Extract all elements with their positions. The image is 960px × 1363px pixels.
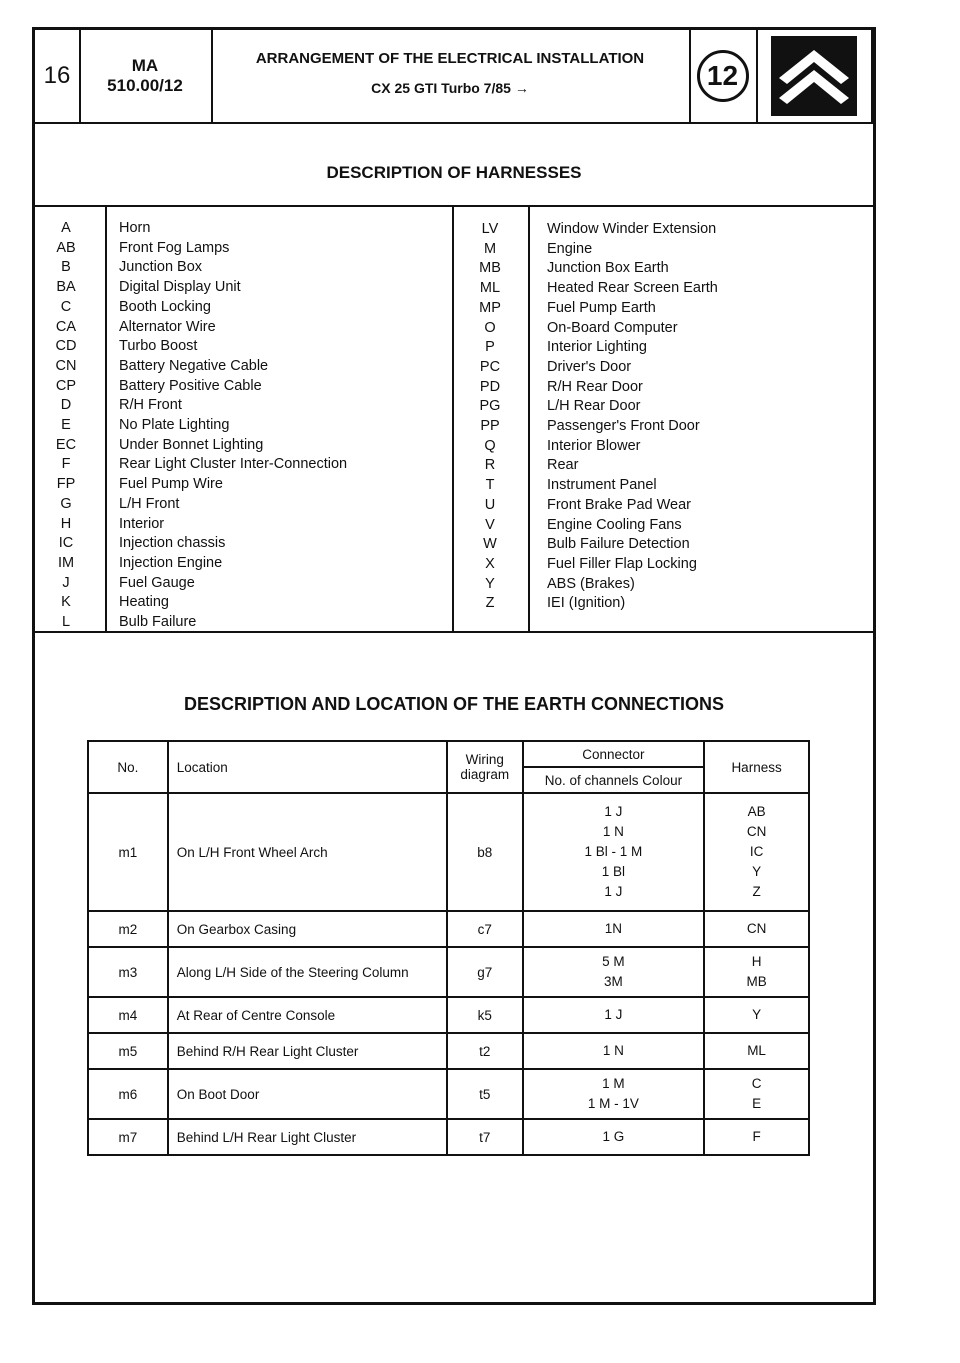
earth-harness-value: Y: [752, 864, 762, 879]
harness-name-left: Bulb Failure: [119, 614, 197, 631]
harness-code-right: R: [484, 457, 496, 474]
harness-code-left: AB: [56, 239, 76, 256]
earth-harness: [704, 1069, 809, 1119]
harness-name-left: Horn: [119, 220, 151, 236]
harness-bottom-rule: [35, 631, 873, 633]
harness-code-right: T: [485, 477, 495, 494]
header-location: Location: [168, 741, 447, 793]
harness-name-left: Front Fog Lamps: [119, 239, 230, 256]
earth-no: m6: [88, 1069, 168, 1119]
page-number: 16: [35, 30, 81, 122]
earth-no: m2: [88, 911, 168, 947]
earth-harness-value: IC: [749, 844, 764, 859]
harness-code-left: F: [61, 456, 71, 473]
right-name-column: [547, 220, 718, 614]
earth-connector: [523, 793, 704, 911]
harness-name-left: Injection Engine: [119, 554, 223, 571]
harness-name-left: Injection chassis: [119, 535, 226, 552]
earth-connector: [523, 1119, 704, 1155]
earth-connections-table: [87, 740, 810, 1156]
earth-wiring: t7: [447, 1119, 523, 1155]
harness-code-right: U: [484, 496, 496, 513]
harness-code-left: BA: [56, 279, 76, 296]
harness-code-left: L: [61, 614, 71, 631]
earth-harness-value: C: [751, 1076, 762, 1091]
earth-connector-value: 1 G: [602, 1129, 625, 1144]
harness-code-right: LV: [481, 221, 499, 237]
harness-code-left: CD: [55, 338, 77, 355]
earth-harness: [704, 1033, 809, 1069]
header-bar: [35, 30, 873, 124]
earth-connector: [523, 947, 704, 997]
right-divider: [528, 207, 530, 631]
harness-name-right: Window Winder Extension: [547, 221, 717, 237]
harness-name-right: Interior Blower: [547, 437, 641, 454]
earth-connector: [523, 997, 704, 1033]
earth-location: Behind L/H Rear Light Cluster: [168, 1119, 447, 1155]
harness-name-left: Digital Display Unit: [119, 279, 241, 296]
harness-code-left: B: [61, 259, 71, 276]
earth-connector-value: 1 M - 1V: [587, 1096, 639, 1111]
earth-wiring: t5: [447, 1069, 523, 1119]
earth-location: On Boot Door: [168, 1069, 447, 1119]
left-code-column: [35, 219, 97, 633]
earth-harness-value: E: [752, 1096, 762, 1111]
logo-block: [756, 30, 873, 122]
table-row: [88, 793, 809, 911]
harness-name-right: Passenger's Front Door: [547, 418, 700, 435]
harness-code-right: ML: [479, 280, 501, 297]
citroen-logo: [771, 36, 857, 116]
earth-connector-value: 1 Bl - 1 M: [584, 844, 643, 859]
earth-no: m1: [88, 793, 168, 911]
earth-connector: [523, 1033, 704, 1069]
harness-code-right: X: [485, 555, 495, 572]
harness-code-right: Z: [485, 595, 495, 612]
harness-code-right: Q: [484, 437, 496, 454]
header-wiring: Wiring diagram: [447, 741, 523, 793]
reference-line-2: 510.00/12: [107, 76, 183, 95]
harness-name-right: Junction Box Earth: [547, 260, 669, 277]
harness-name-right: Bulb Failure Detection: [547, 536, 690, 553]
title-block: [211, 30, 691, 122]
table-row: [88, 997, 809, 1033]
earth-harness-value: H: [751, 954, 762, 969]
harness-name-left: R/H Front: [119, 397, 182, 414]
earth-location: At Rear of Centre Console: [168, 997, 447, 1033]
earth-location: On Gearbox Casing: [168, 911, 447, 947]
harness-code-right: MP: [479, 299, 501, 316]
header-connector: Connector: [523, 741, 704, 767]
harness-name-right: Fuel Filler Flap Locking: [547, 555, 697, 572]
earth-no: m5: [88, 1033, 168, 1069]
earth-harness-value: F: [752, 1129, 761, 1144]
harness-name-left: Heating: [119, 594, 169, 611]
section-number-block: [689, 30, 758, 122]
reference-block: [79, 30, 213, 122]
harness-name-right: Front Brake Pad Wear: [547, 496, 691, 513]
earth-harness: [704, 793, 809, 911]
harness-name-left: Booth Locking: [119, 298, 211, 315]
earth-harness-value: CN: [746, 824, 767, 839]
earth-connector: [523, 911, 704, 947]
document-frame: [32, 27, 876, 1305]
harness-code-right: W: [483, 536, 497, 553]
harness-name-left: Battery Negative Cable: [119, 357, 269, 374]
harness-name-right: Fuel Pump Earth: [547, 299, 656, 316]
earth-harness: [704, 911, 809, 947]
harness-code-left: G: [60, 495, 72, 512]
header-channels: No. of channels Colour: [523, 767, 704, 793]
earth-location: Along L/H Side of the Steering Column: [168, 947, 447, 997]
earth-wiring: t2: [447, 1033, 523, 1069]
harness-name-right: Interior Lighting: [547, 339, 647, 356]
harness-name-left: No Plate Lighting: [119, 417, 230, 434]
earth-connector-value: 1 Bl: [601, 864, 626, 879]
harness-code-left: K: [61, 594, 71, 611]
earth-location: Behind R/H Rear Light Cluster: [168, 1033, 447, 1069]
earth-harness: [704, 947, 809, 997]
harness-code-left: FP: [56, 476, 76, 493]
title-line-1: ARRANGEMENT OF THE ELECTRICAL INSTALLATION: [255, 50, 645, 67]
right-code-column: [454, 220, 526, 614]
earth-connector-value: 3M: [604, 974, 623, 989]
harness-code-left: EC: [55, 436, 77, 453]
harness-name-right: Instrument Panel: [547, 477, 657, 494]
harness-code-right: Y: [485, 575, 495, 592]
harness-code-right: PD: [479, 378, 501, 395]
harness-name-left: Turbo Boost: [119, 338, 198, 355]
earth-connector-value: 1 N: [602, 824, 624, 839]
harness-name-left: Interior: [119, 515, 165, 532]
harness-code-right: PP: [480, 418, 500, 435]
harness-code-left: D: [60, 397, 72, 414]
harness-name-left: L/H Front: [119, 495, 180, 512]
earth-harness-value: Y: [752, 1007, 762, 1022]
harness-name-right: Engine Cooling Fans: [547, 516, 682, 533]
earth-wiring: b8: [447, 793, 523, 911]
harness-name-left: Under Bonnet Lighting: [119, 436, 264, 453]
harness-name-left: Rear Light Cluster Inter-Connection: [119, 456, 348, 473]
harness-list: [35, 207, 873, 631]
harness-code-left: J: [62, 574, 70, 591]
earth-no: m4: [88, 997, 168, 1033]
earth-connector-value: 1N: [604, 921, 623, 936]
harness-code-right: P: [485, 339, 495, 356]
earth-no: m7: [88, 1119, 168, 1155]
table-row: [88, 947, 809, 997]
earth-connector: [523, 1069, 704, 1119]
harness-code-left: IM: [57, 554, 75, 571]
earth-harness-value: ML: [747, 1043, 766, 1058]
earth-harness-value: Z: [752, 884, 761, 899]
harness-code-left: CA: [55, 318, 77, 335]
harness-name-left: Battery Positive Cable: [119, 377, 262, 394]
earth-harness-value: AB: [747, 804, 766, 819]
earth-harness: [704, 997, 809, 1033]
harness-name-right: Heated Rear Screen Earth: [547, 280, 718, 297]
harness-code-right: PG: [479, 398, 501, 415]
harness-name-left: Fuel Gauge: [119, 574, 195, 591]
earth-harness-value: MB: [746, 974, 767, 989]
harness-code-right: O: [484, 319, 496, 336]
earth-harness-value: CN: [746, 921, 767, 936]
left-divider: [105, 207, 107, 631]
harness-name-right: Driver's Door: [547, 358, 632, 375]
harness-name-right: L/H Rear Door: [547, 398, 641, 415]
earth-connector-value: 1 M: [602, 1076, 625, 1091]
earth-connector-value: 5 M: [602, 954, 625, 969]
title-line-2: CX 25 GTI Turbo 7/85 →: [371, 80, 529, 96]
harnesses-title: DESCRIPTION OF HARNESSES: [326, 163, 582, 182]
earth-table-body: [88, 793, 809, 1155]
harness-name-right: ABS (Brakes): [547, 575, 635, 592]
header-harness: Harness: [704, 741, 809, 793]
earth-connector-value: 1 J: [604, 804, 623, 819]
harness-code-right: PC: [479, 358, 501, 375]
harness-code-right: MB: [479, 260, 501, 277]
table-row: [88, 1033, 809, 1069]
table-row: [88, 911, 809, 947]
header-no: No.: [88, 741, 168, 793]
harness-code-right: V: [485, 516, 495, 533]
harness-name-right: Rear: [547, 457, 579, 474]
earth-wiring: g7: [447, 947, 523, 997]
earth-connector-value: 1 J: [604, 1007, 623, 1022]
harness-name-right: R/H Rear Door: [547, 378, 643, 395]
reference-line-1: MA: [131, 56, 159, 75]
harness-name-left: Junction Box: [119, 259, 203, 276]
table-row: [88, 1119, 809, 1155]
harness-code-left: A: [61, 220, 71, 236]
earth-wiring: c7: [447, 911, 523, 947]
table-row: [88, 1069, 809, 1119]
earth-title: DESCRIPTION AND LOCATION OF THE EARTH CONNECTIONS: [184, 694, 724, 714]
earth-harness: [704, 1119, 809, 1155]
left-name-column: [119, 219, 347, 633]
harness-code-left: IC: [58, 535, 74, 552]
harness-name-right: IEI (Ignition): [547, 595, 626, 612]
harness-code-left: CN: [55, 357, 77, 374]
earth-location: On L/H Front Wheel Arch: [168, 793, 447, 911]
section-number-badge: 12: [697, 50, 749, 102]
earth-wiring: k5: [447, 997, 523, 1033]
harness-name-right: On-Board Computer: [547, 319, 678, 336]
harness-code-left: C: [60, 298, 72, 315]
earth-connector-value: 1 J: [604, 884, 623, 899]
harness-name-left: Fuel Pump Wire: [119, 476, 223, 493]
harness-code-left: E: [61, 417, 71, 434]
harness-code-right: M: [483, 240, 497, 257]
harness-code-left: H: [60, 515, 72, 532]
earth-connector-value: 1 N: [602, 1043, 624, 1058]
harness-name-right: Engine: [547, 240, 593, 257]
harness-code-left: CP: [55, 377, 77, 394]
harness-name-left: Alternator Wire: [119, 318, 216, 335]
earth-no: m3: [88, 947, 168, 997]
